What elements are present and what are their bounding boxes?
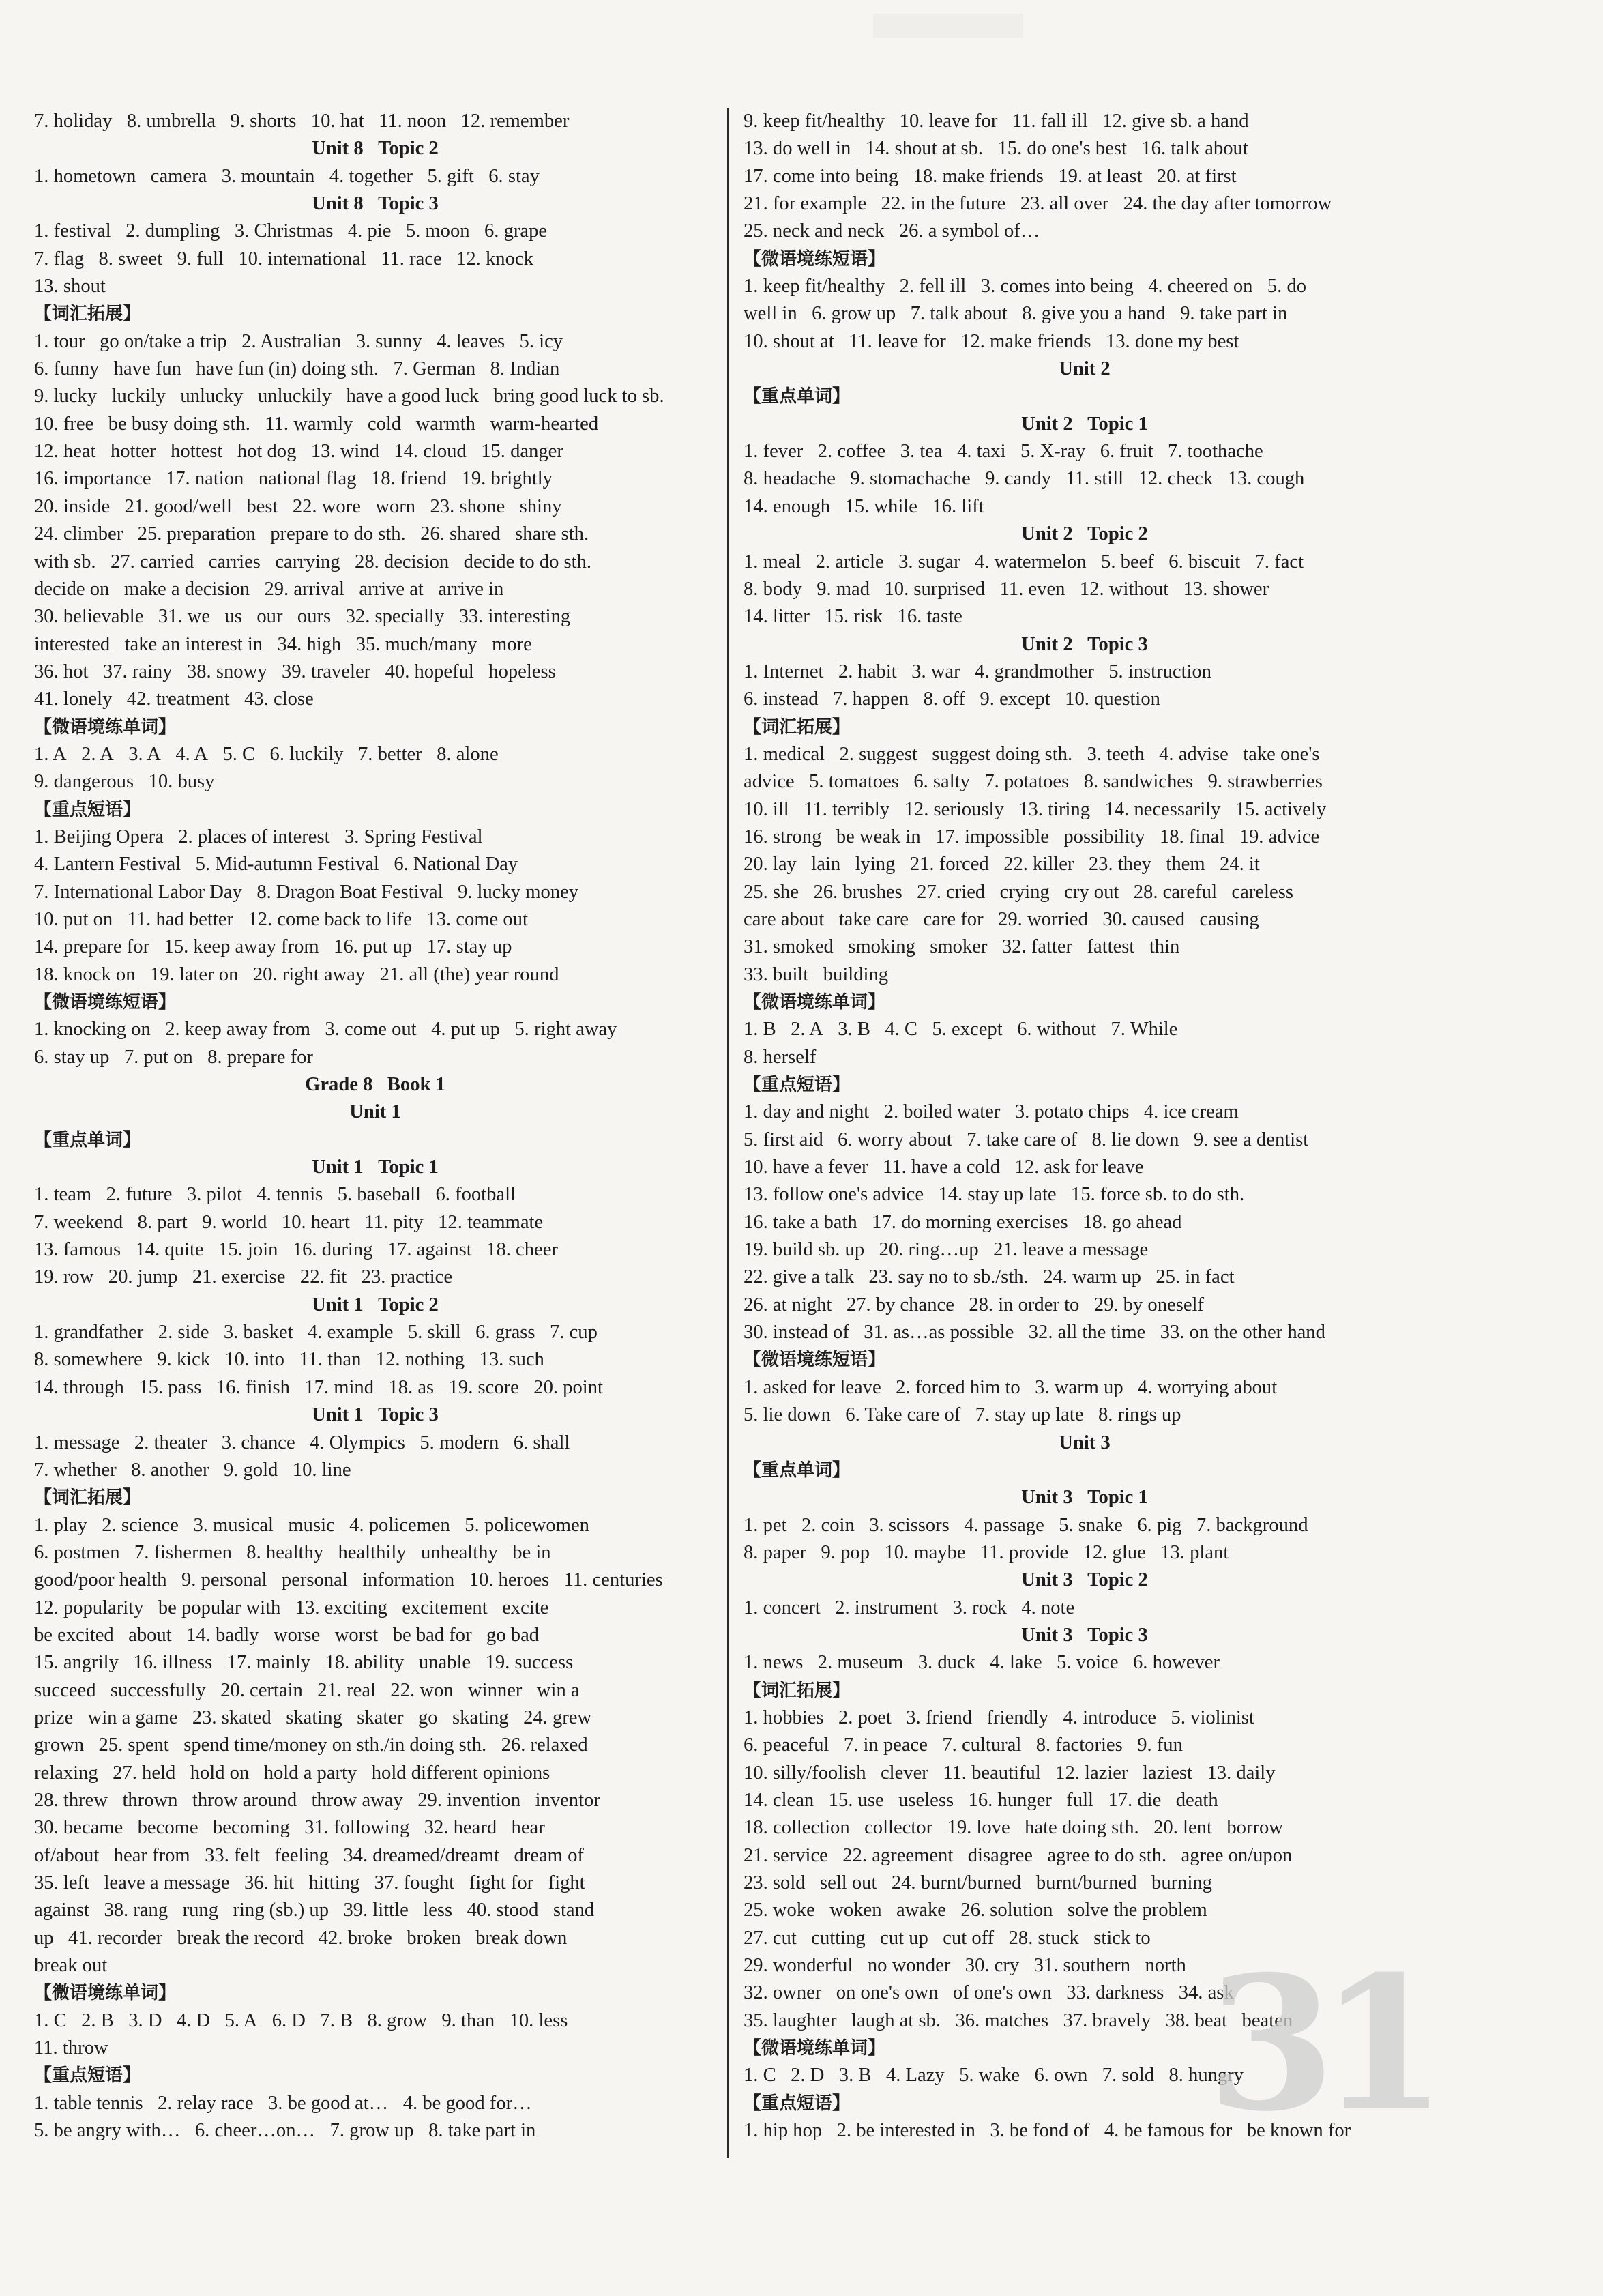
answer-line: 10. ill 11. terribly 12. seriously 13. tiring 14. necessarily 15. actively [744,798,1327,820]
unit-heading: Unit 1 Topic 3 [312,1404,439,1426]
answer-line: 27. cut cutting cut up cut off 28. stuck stick to [744,1927,1151,1949]
section-heading: 【微语境练单词】 [744,992,886,1013]
answer-line: 10. put on 11. had better 12. come back to life 13. come out [34,908,528,930]
column-divider [727,108,729,2158]
answer-line: 13. follow one's advice 14. stay up late 15. force sb. to do sth. [744,1184,1245,1206]
answer-line: 9. lucky luckily unlucky unluckily have a good luck bring good luck to sb. [34,386,664,407]
answer-line: 1. A 2. A 3. A 4. A 5. C 6. luckily 7. better 8. alone [34,743,499,765]
answer-line: 18. knock on 19. later on 20. right away 21. all (the) year round [34,963,559,985]
answer-line: decide on make a decision 29. arrival arrive at arrive in [34,578,504,600]
answer-line: 1. C 2. B 3. D 4. D 5. A 6. D 7. B 8. grow 9. than 10. less [34,2009,568,2031]
section-heading: 【重点单词】 [34,1129,141,1150]
section-heading: 【重点短语】 [744,2093,851,2114]
answer-line: 8. paper 9. pop 10. maybe 11. provide 12. glue 13. plant [744,1541,1229,1563]
answer-line: 12. popularity be popular with 13. exciting excitement excite [34,1597,549,1618]
answer-line: 14. prepare for 15. keep away from 16. put up 17. stay up [34,936,512,958]
answer-line: 1. hobbies 2. poet 3. friend friendly 4. introduce 5. violinist [744,1706,1254,1728]
answer-line: 28. threw thrown throw around throw away 29. invention inventor [34,1789,600,1811]
answer-line: 1. day and night 2. boiled water 3. potato chips 4. ice cream [744,1101,1239,1123]
answer-line: 8. somewhere 9. kick 10. into 11. than 12. nothing 13. such [34,1349,544,1371]
answer-line: of/about hear from 33. felt feeling 34. dreamed/dreamt dream of [34,1844,584,1866]
answer-line: 16. strong be weak in 17. impossible possibility 18. final 19. advice [744,826,1320,847]
answer-line: break out [34,1955,108,1977]
answer-line: 36. hot 37. rainy 38. snowy 39. traveler 40. hopeful hopeless [34,660,556,682]
answer-line: 1. team 2. future 3. pilot 4. tennis 5. baseball 6. football [34,1184,516,1206]
answer-line: 13. famous 14. quite 15. join 16. during 17. against 18. cheer [34,1239,558,1261]
answer-line: 1. C 2. D 3. B 4. Lazy 5. wake 6. own 7. sold 8. hungry [744,2065,1244,2087]
answer-line: 30. believable 31. we us our ours 32. specially 33. interesting [34,606,571,628]
section-heading: 【重点短语】 [34,799,141,820]
answer-line: 7. whether 8. another 9. gold 10. line [34,1459,351,1481]
answer-line: 7. flag 8. sweet 9. full 10. international 11. race 12. knock [34,248,533,270]
answer-line: 16. take a bath 17. do morning exercises 18. go ahead [744,1211,1182,1233]
answer-line: with sb. 27. carried carries carrying 28. decision decide to do sth. [34,551,592,572]
unit-heading: Unit 3 Topic 3 [1021,1624,1148,1646]
section-heading: 【词汇拓展】 [744,1680,851,1701]
answer-line: 1. news 2. museum 3. duck 4. lake 5. voice 6. however [744,1652,1220,1674]
answer-line: 1. Internet 2. habit 3. war 4. grandmother 5. instruction [744,660,1212,682]
answer-line: 25. neck and neck 26. a symbol of… [744,220,1040,242]
answer-line: 6. instead 7. happen 8. off 9. except 10. question [744,688,1160,710]
answer-line: up 41. recorder break the record 42. broke broken break down [34,1927,568,1949]
answer-line: 25. woke woken awake 26. solution solve the problem [744,1900,1207,1921]
answer-line: 1. medical 2. suggest suggest doing sth. 3. teeth 4. advise take one's [744,743,1320,765]
answer-line: 16. importance 17. nation national flag 18. friend 19. brightly [34,468,553,490]
unit-heading: Unit 2 [1059,358,1111,380]
section-heading: 【重点短语】 [744,1075,851,1096]
answer-line: 1. Beijing Opera 2. places of interest 3. Spring Festival [34,826,483,847]
unit-heading: Grade 8 Book 1 [305,1074,445,1096]
answer-line: against 38. rang rung ring (sb.) up 39. little less 40. stood stand [34,1900,595,1921]
answer-line: 1. play 2. science 3. musical music 4. policemen 5. policewomen [34,1514,589,1536]
answer-line: 20. lay lain lying 21. forced 22. killer 23. they them 24. it [744,854,1260,875]
answer-line: 11. throw [34,2037,108,2059]
answer-line: 5. lie down 6. Take care of 7. stay up late 8. rings up [744,1404,1181,1426]
answer-line: 5. first aid 6. worry about 7. take care of 8. lie down 9. see a dentist [744,1129,1309,1150]
answer-line: 10. have a fever 11. have a cold 12. ask for leave [744,1157,1144,1178]
answer-line: 6. peaceful 7. in peace 7. cultural 8. factories 9. fun [744,1734,1183,1756]
answer-line: 1. hometown camera 3. mountain 4. together 5. gift 6. stay [34,165,540,187]
answer-line: 30. became become becoming 31. following 32. heard hear [34,1817,545,1839]
answer-line: relaxing 27. held hold on hold a party hold different opinions [34,1762,550,1784]
answer-line: 30. instead of 31. as…as possible 32. all the time 33. on the other hand [744,1322,1325,1343]
answer-line: 1. asked for leave 2. forced him to 3. warm up 4. worrying about [744,1376,1278,1398]
answer-line: 8. herself [744,1046,817,1068]
answer-line: 1. tour go on/take a trip 2. Australian 3. sunny 4. leaves 5. icy [34,330,563,352]
answer-line: 12. heat hotter hottest hot dog 13. wind 14. cloud 15. danger [34,441,563,463]
answer-line: 26. at night 27. by chance 28. in order to 29. by oneself [744,1294,1204,1316]
answer-line: 9. dangerous 10. busy [34,771,215,793]
answer-line: 35. left leave a message 36. hit hitting 37. fought fight for fight [34,1872,585,1893]
answer-line: grown 25. spent spend time/money on sth./in doing sth. 26. relaxed [34,1734,588,1756]
answer-line: 25. she 26. brushes 27. cried crying cry out 28. careful careless [744,881,1293,903]
answer-line: 20. inside 21. good/well best 22. wore worn 23. shone shiny [34,495,562,517]
scan-edge-mark [873,14,1023,38]
answer-line: 10. silly/foolish clever 11. beautiful 12. lazier laziest 13. daily [744,1762,1276,1784]
answer-line: 1. pet 2. coin 3. scissors 4. passage 5. snake 6. pig 7. background [744,1514,1308,1536]
answer-line: interested take an interest in 34. high 35. much/many more [34,633,532,655]
answer-line: 1. keep fit/healthy 2. fell ill 3. comes into being 4. cheered on 5. do [744,276,1307,297]
answer-line: 18. collection collector 19. love hate doing sth. 20. lent borrow [744,1817,1283,1839]
answer-line: 1. meal 2. article 3. sugar 4. watermelon 5. beef 6. biscuit 7. fact [744,551,1304,572]
answer-line: 1. fever 2. coffee 3. tea 4. taxi 5. X-ray 6. fruit 7. toothache [744,441,1263,463]
answer-line: good/poor health 9. personal personal information 10. heroes 11. centuries [34,1569,663,1591]
unit-heading: Unit 8 Topic 2 [312,138,439,160]
answer-line: 1. B 2. A 3. B 4. C 5. except 6. without 7. While [744,1019,1178,1041]
answer-line: 1. table tennis 2. relay race 3. be good at… 4. be good for… [34,2092,532,2114]
section-heading: 【微语境练短语】 [34,992,177,1013]
answer-line: 6. stay up 7. put on 8. prepare for [34,1046,313,1068]
unit-heading: Unit 1 [349,1101,401,1123]
section-heading: 【微语境练单词】 [34,716,177,738]
answer-line: 41. lonely 42. treatment 43. close [34,688,314,710]
answer-line: 5. be angry with… 6. cheer…on… 7. grow up 8. take part in [34,2120,536,2142]
section-heading: 【重点单词】 [744,386,851,407]
page-number: 31 [1207,1935,1431,2152]
answer-line: 13. shout [34,276,106,297]
answer-line: 7. weekend 8. part 9. world 10. heart 11. pity 12. teammate [34,1211,544,1233]
answer-line: well in 6. grow up 7. talk about 8. give you a hand 9. take part in [744,303,1288,325]
unit-heading: Unit 2 Topic 3 [1021,633,1148,655]
answer-line: 23. sold sell out 24. burnt/burned burnt/burned burning [744,1872,1212,1893]
answer-line: 35. laughter laugh at sb. 36. matches 37. bravely 38. beat beaten [744,2009,1293,2031]
unit-heading: Unit 1 Topic 2 [312,1294,439,1316]
answer-line: 13. do well in 14. shout at sb. 15. do one's best 16. talk about [744,138,1248,160]
unit-heading: Unit 2 Topic 2 [1021,523,1148,545]
answer-line: 24. climber 25. preparation prepare to do sth. 26. shared share sth. [34,523,589,545]
unit-heading: Unit 3 [1059,1432,1111,1453]
answer-line: 1. knocking on 2. keep away from 3. come out 4. put up 5. right away [34,1019,617,1041]
answer-line: 8. body 9. mad 10. surprised 11. even 12. without 13. shower [744,578,1269,600]
answer-line: 10. shout at 11. leave for 12. make friends 13. done my best [744,330,1239,352]
section-heading: 【词汇拓展】 [34,1487,141,1509]
unit-heading: Unit 3 Topic 2 [1021,1569,1148,1591]
section-heading: 【微语境练单词】 [744,2038,886,2059]
section-heading: 【词汇拓展】 [34,304,141,325]
answer-line: 1. hip hop 2. be interested in 3. be fond of 4. be famous for be known for [744,2120,1351,2142]
answer-line: 33. built building [744,963,889,985]
answer-line: 19. build sb. up 20. ring…up 21. leave a message [744,1239,1149,1261]
answer-line: advice 5. tomatoes 6. salty 7. potatoes 8. sandwiches 9. strawberries [744,771,1323,793]
answer-line: 22. give a talk 23. say no to sb./sth. 24. warm up 25. in fact [744,1266,1235,1288]
answer-line: 14. through 15. pass 16. finish 17. mind 18. as 19. score 20. point [34,1376,603,1398]
answer-line: 14. enough 15. while 16. lift [744,495,984,517]
answer-line: 21. service 22. agreement disagree agree to do sth. agree on/upon [744,1844,1293,1866]
section-heading: 【微语境练短语】 [744,1350,886,1371]
answer-line: 17. come into being 18. make friends 19. at least 20. at first [744,165,1237,187]
answer-line: 10. free be busy doing sth. 11. warmly cold warmth warm-hearted [34,413,599,435]
answer-line: 4. Lantern Festival 5. Mid-autumn Festival 6. National Day [34,854,518,875]
answer-line: 31. smoked smoking smoker 32. fatter fattest thin [744,936,1180,958]
answer-line: 6. postmen 7. fishermen 8. healthy healthily unhealthy be in [34,1541,551,1563]
answer-line: 7. International Labor Day 8. Dragon Boat Festival 9. lucky money [34,881,579,903]
answer-line: 19. row 20. jump 21. exercise 22. fit 23. practice [34,1266,453,1288]
answer-line: 1. festival 2. dumpling 3. Christmas 4. pie 5. moon 6. grape [34,220,548,242]
answer-line: 14. clean 15. use useless 16. hunger full 17. die death [744,1789,1218,1811]
answer-line: care about take care care for 29. worried 30. caused causing [744,908,1259,930]
answer-line: 32. owner on one's own of one's own 33. darkness 34. ask [744,1982,1234,2004]
answer-line: 6. funny have fun have fun (in) doing sth. 7. German 8. Indian [34,358,560,380]
section-heading: 【重点短语】 [34,2065,141,2087]
answer-line: 8. headache 9. stomachache 9. candy 11. still 12. check 13. cough [744,468,1305,490]
answer-column-right [744,108,1426,2145]
unit-heading: Unit 8 Topic 3 [312,193,439,215]
section-heading: 【微语境练短语】 [744,248,886,270]
answer-line: 1. concert 2. instrument 3. rock 4. note [744,1597,1075,1618]
answer-line: be excited about 14. badly worse worst be bad for go bad [34,1624,540,1646]
section-heading: 【微语境练单词】 [34,1983,177,2004]
answer-line: 15. angrily 16. illness 17. mainly 18. ability unable 19. success [34,1652,574,1674]
answer-line: 1. grandfather 2. side 3. basket 4. example 5. skill 6. grass 7. cup [34,1322,598,1343]
answer-line: 14. litter 15. risk 16. taste [744,606,962,628]
section-heading: 【重点单词】 [744,1459,851,1481]
answer-line: 9. keep fit/healthy 10. leave for 11. fall ill 12. give sb. a hand [744,111,1249,132]
answer-line: succeed successfully 20. certain 21. real 22. won winner win a [34,1679,580,1701]
unit-heading: Unit 1 Topic 1 [312,1157,439,1178]
unit-heading: Unit 3 Topic 1 [1021,1487,1148,1509]
unit-heading: Unit 2 Topic 1 [1021,413,1148,435]
answer-line: 21. for example 22. in the future 23. all over 24. the day after tomorrow [744,193,1332,215]
answer-line: 1. message 2. theater 3. chance 4. Olympics 5. modern 6. shall [34,1432,570,1453]
section-heading: 【词汇拓展】 [744,716,851,738]
answer-line: 7. holiday 8. umbrella 9. shorts 10. hat 11. noon 12. remember [34,111,570,132]
answer-line: prize win a game 23. skated skating skater go skating 24. grew [34,1706,592,1728]
answer-line: 29. wonderful no wonder 30. cry 31. southern north [744,1955,1186,1977]
answer-column-left [34,108,716,2145]
